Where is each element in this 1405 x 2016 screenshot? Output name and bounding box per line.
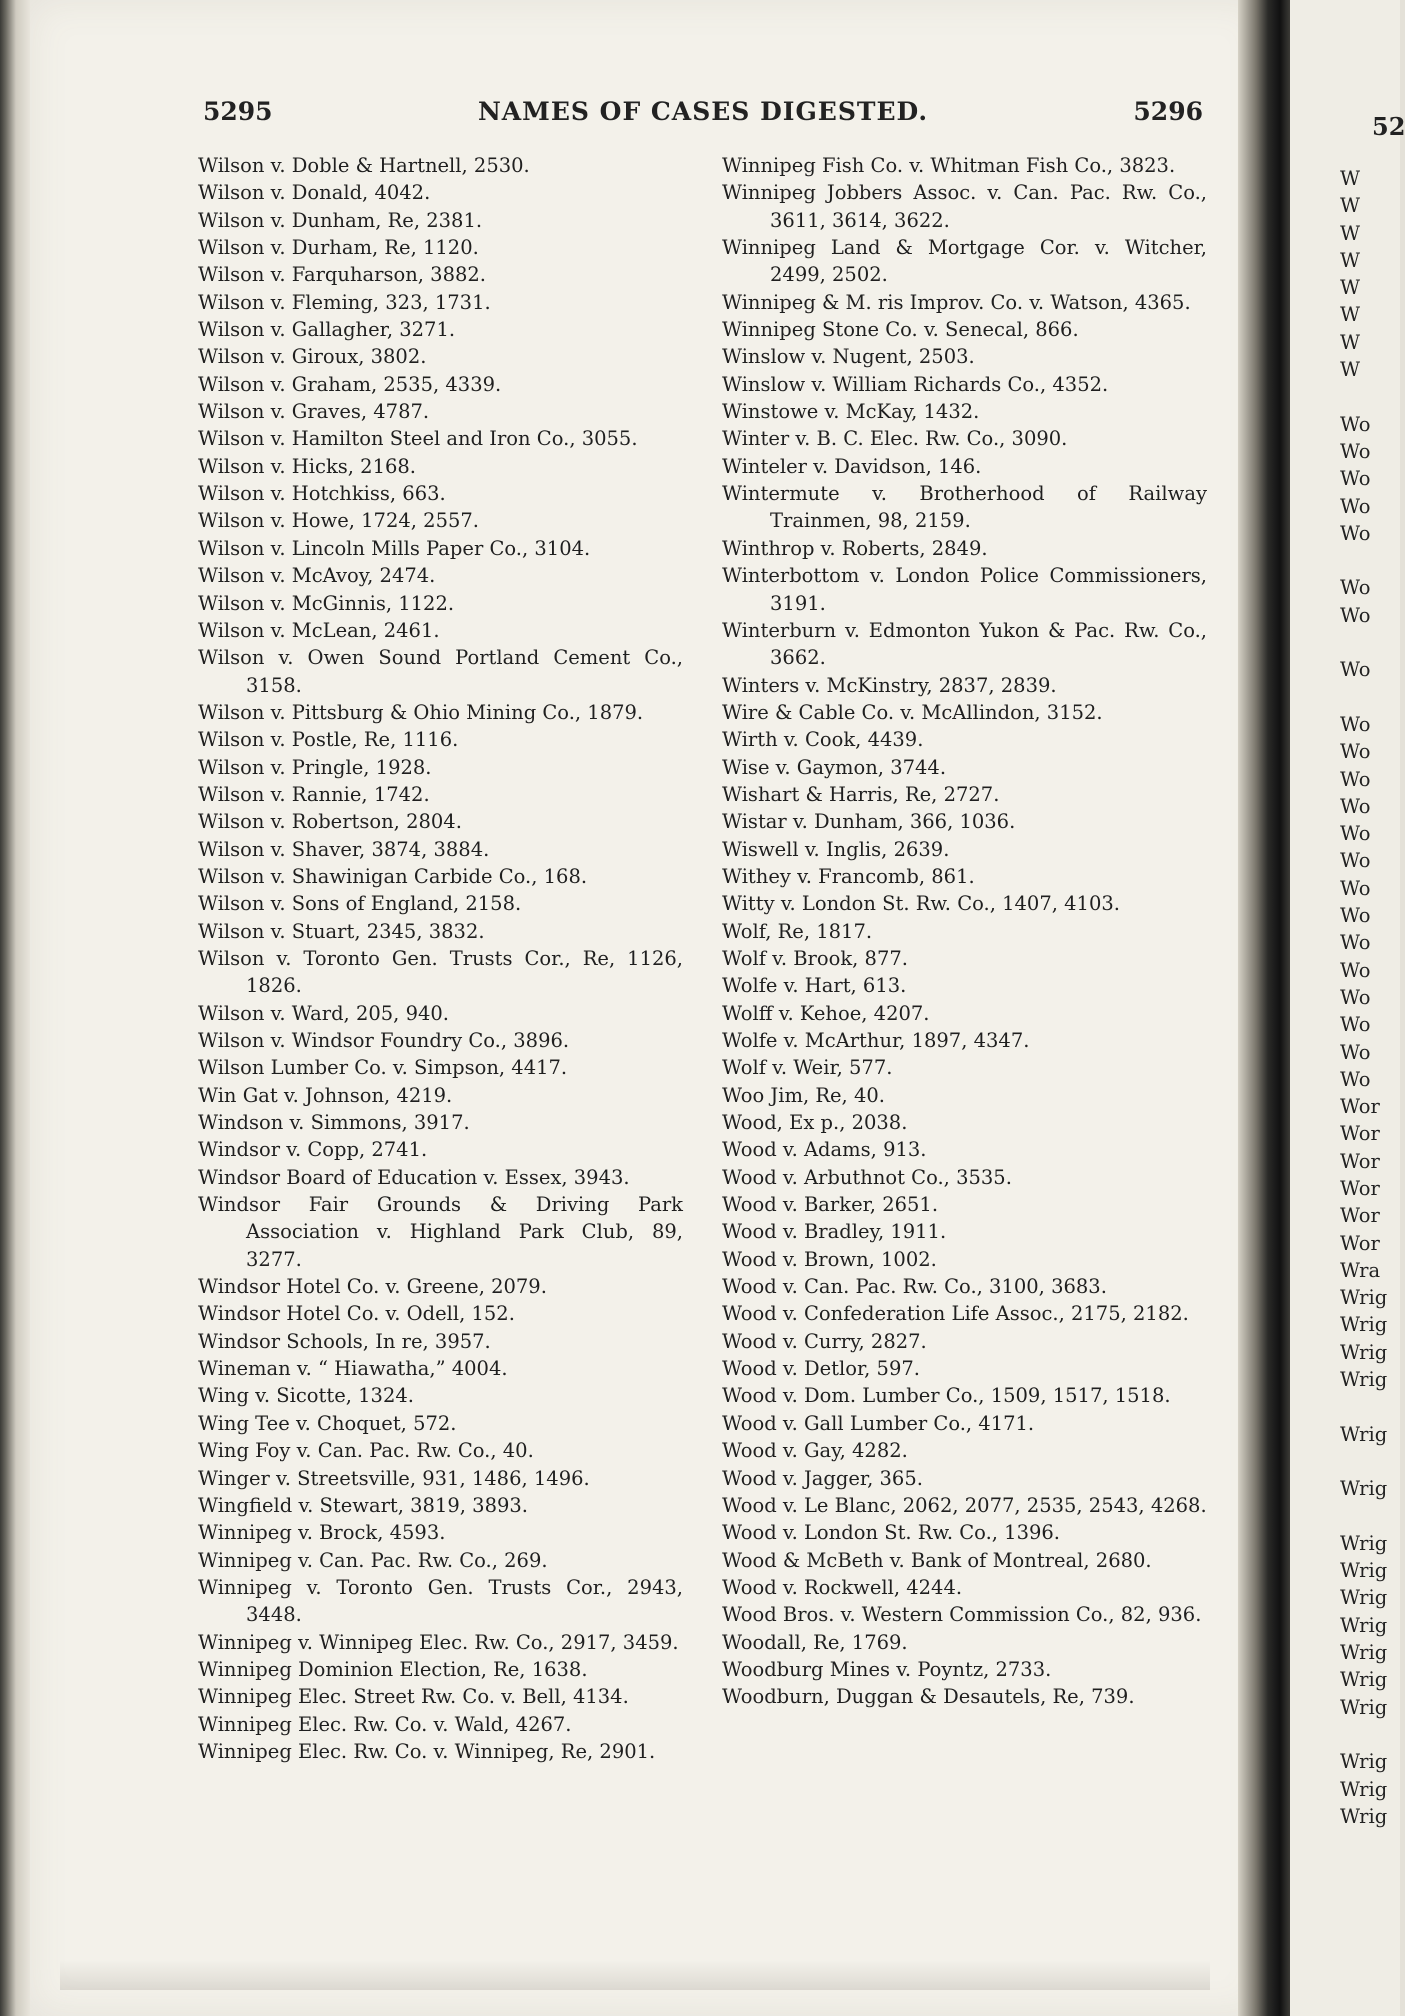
case-entry: Windson v. Simmons, 3917.	[198, 1111, 470, 1135]
case-entry: Windsor Board of Education v. Essex, 3943.	[198, 1165, 630, 1189]
case-entry: Wolff v. Kehoe, 4207.	[722, 1001, 930, 1025]
case-entry: Wilson v. Owen Sound Portland Cement Co., 3158.	[198, 646, 683, 697]
case-entry: Winnipeg v. Brock, 4593.	[198, 1521, 446, 1545]
case-entry: Wolf v. Weir, 577.	[722, 1056, 893, 1080]
next-page-line: Wo	[1340, 876, 1371, 900]
next-page-line: Wrig	[1340, 1777, 1388, 1801]
next-page-line: W	[1340, 194, 1361, 218]
case-entry: Wilson v. Hamilton Steel and Iron Co., 3055.	[198, 427, 638, 451]
case-entry: Wire & Cable Co. v. McAllindon, 3152.	[722, 700, 1103, 724]
next-page-line: Wo	[1340, 712, 1371, 736]
next-page-line: Wo	[1340, 576, 1371, 600]
case-entry: Wing Tee v. Choquet, 572.	[198, 1411, 457, 1435]
next-page-line: Wo	[1340, 521, 1371, 545]
case-entry: Wilson v. Durham, Re, 1120.	[198, 236, 479, 260]
case-entry: Winter v. B. C. Elec. Rw. Co., 3090.	[722, 427, 1068, 451]
case-entry: Wilson v. Sons of England, 2158.	[198, 892, 522, 916]
next-page-line	[1340, 684, 1387, 711]
case-entry: Winterbottom v. London Police Commissioners, 3191.	[722, 564, 1207, 615]
case-entry: Wingfield v. Stewart, 3819, 3893.	[198, 1493, 528, 1517]
next-page-line: Wrig	[1340, 1477, 1388, 1501]
case-entry: Wood v. Rockwell, 4244.	[722, 1575, 963, 1599]
next-page-line	[1340, 547, 1387, 574]
case-entry: Wilson v. Fleming, 323, 1731.	[198, 290, 491, 314]
case-entry: Wilson v. Ward, 205, 940.	[198, 1001, 449, 1025]
case-entry: Winslow v. William Richards Co., 4352.	[722, 372, 1109, 396]
case-entry: Wood v. Barker, 2651.	[722, 1193, 939, 1217]
case-entry: Wilson Lumber Co. v. Simpson, 4417.	[198, 1056, 568, 1080]
next-page-line: Wrig	[1340, 1641, 1388, 1665]
case-entry: Wolfe v. Hart, 613.	[722, 974, 907, 998]
case-entry: Wilson v. Graham, 2535, 4339.	[198, 372, 502, 396]
next-page-line: Wo	[1340, 603, 1371, 627]
case-entry: Windsor Fair Grounds & Driving Park Association v. Highland Park Club, 89, 3277.	[198, 1193, 683, 1271]
case-entry: Woodburg Mines v. Poyntz, 2733.	[722, 1657, 1052, 1681]
next-page-line: Wor	[1340, 1176, 1380, 1200]
book-gutter	[1238, 0, 1290, 2016]
case-entry: Windsor Hotel Co. v. Odell, 152.	[198, 1302, 515, 1326]
next-page-line: Wrig	[1340, 1340, 1388, 1364]
case-entry: Wilson v. McLean, 2461.	[198, 618, 440, 642]
page-bottom-shadow	[60, 1960, 1210, 1990]
next-page-line: Wra	[1340, 1258, 1381, 1282]
case-entry: Wirth v. Cook, 4439.	[722, 728, 924, 752]
next-page-number: 52	[1372, 112, 1405, 141]
case-entry: Wood v. Brown, 1002.	[722, 1247, 937, 1271]
case-entry: Wood & McBeth v. Bank of Montreal, 2680.	[722, 1548, 1152, 1572]
case-entry: Winthrop v. Roberts, 2849.	[722, 536, 988, 560]
next-page-line	[1340, 1448, 1387, 1475]
case-entry: Wood v. Jagger, 365.	[722, 1466, 923, 1490]
next-page-line: Wo	[1340, 849, 1371, 873]
case-entry: Withey v. Francomb, 861.	[722, 864, 975, 888]
case-entry: Wilson v. Robertson, 2804.	[198, 810, 462, 834]
case-entry: Winnipeg Fish Co. v. Whitman Fish Co., 3823.	[722, 154, 1176, 177]
page-number-right: 5296	[1133, 97, 1203, 126]
case-entry: Wilson v. Graves, 4787.	[198, 400, 430, 424]
case-entry: Win Gat v. Johnson, 4219.	[198, 1083, 453, 1107]
case-entry: Wood v. Confederation Life Assoc., 2175, 2182.	[722, 1302, 1189, 1326]
case-entry: Wood v. Curry, 2827.	[722, 1329, 927, 1353]
next-page-line: Wrig	[1340, 1422, 1388, 1446]
case-entry: Winstowe v. McKay, 1432.	[722, 400, 980, 424]
right-column	[722, 152, 1207, 1711]
next-page-line: W	[1340, 167, 1361, 190]
next-page-line: W	[1340, 330, 1361, 354]
next-page-line: W	[1340, 276, 1361, 300]
case-entry: Wolf v. Brook, 877.	[722, 946, 908, 970]
next-page-line: Wo	[1340, 767, 1371, 791]
case-entry: Wilson v. Stuart, 2345, 3832.	[198, 919, 485, 943]
next-page-line: Wo	[1340, 494, 1371, 518]
case-entry: Wilson v. Doble & Hartnell, 2530.	[198, 154, 530, 177]
case-entry: Wilson v. Donald, 4042.	[198, 181, 431, 205]
case-entry: Wilson v. Giroux, 3802.	[198, 345, 427, 369]
next-page-line: Wo	[1340, 794, 1371, 818]
case-entry: Woo Jim, Re, 40.	[722, 1083, 885, 1107]
case-entry: Woodall, Re, 1769.	[722, 1630, 908, 1654]
case-entry: Winnipeg v. Can. Pac. Rw. Co., 269.	[198, 1548, 548, 1572]
case-entry: Wood v. Adams, 913.	[722, 1138, 927, 1162]
case-entry: Wintermute v. Brotherhood of Railway Trainmen, 98, 2159.	[722, 482, 1207, 533]
case-entry: Winteler v. Davidson, 146.	[722, 454, 982, 478]
next-page-line: Wrig	[1340, 1613, 1388, 1637]
next-page-line: Wor	[1340, 1122, 1380, 1146]
case-entry: Wilson v. Shawinigan Carbide Co., 168.	[198, 864, 588, 888]
case-entry: Wiswell v. Inglis, 2639.	[722, 837, 950, 861]
case-entry: Wood Bros. v. Western Commission Co., 82, 936.	[722, 1603, 1202, 1627]
case-entry: Winnipeg Stone Co. v. Senecal, 866.	[722, 318, 1079, 342]
case-entry: Wilson v. Farquharson, 3882.	[198, 263, 487, 287]
next-page-line: Wo	[1340, 439, 1371, 463]
case-entry: Wishart & Harris, Re, 2727.	[722, 782, 1000, 806]
next-page-line: Wo	[1340, 467, 1371, 491]
next-page-line	[1340, 1503, 1387, 1530]
next-page-line: Wrig	[1340, 1804, 1388, 1828]
case-entry: Winnipeg v. Toronto Gen. Trusts Cor., 2943, 3448.	[198, 1575, 683, 1627]
next-page-line: Wo	[1340, 985, 1371, 1009]
book-left-edge	[0, 0, 30, 2016]
case-entry: Wilson v. Dunham, Re, 2381.	[198, 208, 483, 232]
case-entry: Wing v. Sicotte, 1324.	[198, 1384, 414, 1408]
next-page-fragment	[1290, 0, 1405, 2016]
next-page-line: Wo	[1340, 822, 1371, 846]
case-entry: Wolfe v. McArthur, 1897, 4347.	[722, 1029, 1030, 1052]
case-entry: Wilson v. Postle, Re, 1116.	[198, 728, 459, 752]
next-page-line	[1340, 383, 1387, 410]
next-page-lines	[1340, 165, 1387, 1830]
case-entry: Wilson v. Hicks, 2168.	[198, 454, 416, 478]
case-entry: Wilson v. Hotchkiss, 663.	[198, 482, 446, 506]
case-entry: Wood v. Le Blanc, 2062, 2077, 2535, 2543, 4268.	[722, 1493, 1207, 1517]
case-entry: Wilson v. McAvoy, 2474.	[198, 564, 436, 588]
case-entry: Wood v. Detlor, 597.	[722, 1357, 920, 1381]
next-page-line: Wo	[1340, 1013, 1371, 1037]
case-entry: Winnipeg Elec. Rw. Co. v. Winnipeg, Re, 2901.	[198, 1739, 656, 1763]
case-entry: Wistar v. Dunham, 366, 1036.	[722, 810, 1016, 834]
next-page-line	[1340, 1721, 1387, 1748]
case-entry: Wood, Ex p., 2038.	[722, 1111, 908, 1135]
page-number-left: 5295	[203, 97, 273, 126]
next-page-line: Wrig	[1340, 1368, 1388, 1392]
case-entry: Winnipeg Elec. Rw. Co. v. Wald, 4267.	[198, 1712, 572, 1736]
case-entry: Wolf, Re, 1817.	[722, 919, 873, 943]
next-page-line: Wor	[1340, 1149, 1380, 1173]
case-entry: Winnipeg Land & Mortgage Cor. v. Witcher, 2499, 2502.	[722, 236, 1207, 287]
case-entry: Wilson v. Rannie, 1742.	[198, 782, 430, 806]
case-entry: Wise v. Gaymon, 3744.	[722, 755, 947, 779]
next-page-line: Wor	[1340, 1204, 1380, 1228]
case-entry: Wood v. Gay, 4282.	[722, 1439, 908, 1463]
case-entry: Winslow v. Nugent, 2503.	[722, 345, 975, 369]
next-page-line: Wrig	[1340, 1559, 1388, 1583]
left-column	[198, 152, 683, 1765]
next-page-line: Wor	[1340, 1095, 1380, 1119]
next-page-line: Wrig	[1340, 1313, 1388, 1337]
page-title: NAMES OF CASES DIGESTED.	[477, 97, 929, 126]
case-entry: Wood v. Arbuthnot Co., 3535.	[722, 1165, 1012, 1189]
next-page-line: Wo	[1340, 412, 1371, 436]
next-page-line: Wrig	[1340, 1668, 1388, 1692]
next-page-line: Wo	[1340, 931, 1371, 955]
case-entry: Wilson v. Gallagher, 3271.	[198, 318, 456, 342]
case-entry: Winnipeg v. Winnipeg Elec. Rw. Co., 2917, 3459.	[198, 1630, 679, 1654]
case-entry: Winnipeg Dominion Election, Re, 1638.	[198, 1657, 588, 1681]
next-page-line: Wo	[1340, 740, 1371, 764]
case-entry: Winnipeg Jobbers Assoc. v. Can. Pac. Rw. Co., 3611, 3614, 3622.	[722, 181, 1207, 232]
case-entry: Winnipeg Elec. Street Rw. Co. v. Bell, 4134.	[198, 1685, 629, 1709]
next-page-line: Wo	[1340, 1067, 1371, 1091]
next-page-line: W	[1340, 303, 1361, 327]
next-page-line: Wrig	[1340, 1695, 1388, 1719]
case-entry: Wilson v. Shaver, 3874, 3884.	[198, 837, 490, 861]
next-page-line: W	[1340, 248, 1361, 272]
next-page-line	[1340, 629, 1387, 656]
next-page-line: Wrig	[1340, 1286, 1388, 1310]
case-entry: Wilson v. Pringle, 1928.	[198, 755, 432, 779]
case-entry: Wilson v. Pittsburg & Ohio Mining Co., 1879.	[198, 700, 644, 724]
case-entry: Woodburn, Duggan & Desautels, Re, 739.	[722, 1685, 1135, 1709]
next-page-line: Wrig	[1340, 1586, 1388, 1610]
case-entry: Winters v. McKinstry, 2837, 2839.	[722, 673, 1057, 697]
next-page-line: Wo	[1340, 1040, 1371, 1064]
case-entry: Wood v. Dom. Lumber Co., 1509, 1517, 1518.	[722, 1384, 1171, 1408]
case-entry: Wing Foy v. Can. Pac. Rw. Co., 40.	[198, 1439, 534, 1463]
case-entry: Witty v. London St. Rw. Co., 1407, 4103.	[722, 892, 1120, 916]
case-entry: Wilson v. Lincoln Mills Paper Co., 3104.	[198, 536, 591, 560]
case-entry: Windsor Schools, In re, 3957.	[198, 1329, 491, 1353]
next-page-line	[1340, 1393, 1387, 1420]
case-entry: Wilson v. Toronto Gen. Trusts Cor., Re, 1126, 1826.	[198, 946, 683, 998]
case-entry: Wood v. Bradley, 1911.	[722, 1220, 947, 1244]
next-page-line: Wo	[1340, 658, 1371, 682]
case-entry: Wood v. London St. Rw. Co., 1396.	[722, 1521, 1060, 1545]
case-entry: Windsor v. Copp, 2741.	[198, 1138, 428, 1162]
case-entry: Wood v. Gall Lumber Co., 4171.	[722, 1411, 1035, 1435]
next-page-line: Wrig	[1340, 1750, 1388, 1774]
case-entry: Wood v. Can. Pac. Rw. Co., 3100, 3683.	[722, 1275, 1107, 1299]
case-entry: Winterburn v. Edmonton Yukon & Pac. Rw. Co., 3662.	[722, 618, 1207, 670]
case-entry: Wilson v. McGinnis, 1122.	[198, 591, 455, 615]
case-entry: Wilson v. Howe, 1724, 2557.	[198, 509, 479, 533]
next-page-line: Wor	[1340, 1231, 1380, 1255]
case-entry: Winnipeg & M. ris Improv. Co. v. Watson, 4365.	[722, 290, 1191, 314]
next-page-line: Wo	[1340, 958, 1371, 982]
page-header	[203, 97, 1203, 133]
next-page-line: W	[1340, 358, 1361, 382]
next-page-line: Wo	[1340, 904, 1371, 928]
case-entry: Wineman v. “ Hiawatha,” 4004.	[198, 1357, 508, 1381]
case-entry: Windsor Hotel Co. v. Greene, 2079.	[198, 1275, 547, 1299]
next-page-line: Wrig	[1340, 1531, 1388, 1555]
case-entry: Wilson v. Windsor Foundry Co., 3896.	[198, 1029, 570, 1052]
next-page-line: W	[1340, 221, 1361, 245]
case-entry: Winger v. Streetsville, 931, 1486, 1496.	[198, 1466, 590, 1490]
